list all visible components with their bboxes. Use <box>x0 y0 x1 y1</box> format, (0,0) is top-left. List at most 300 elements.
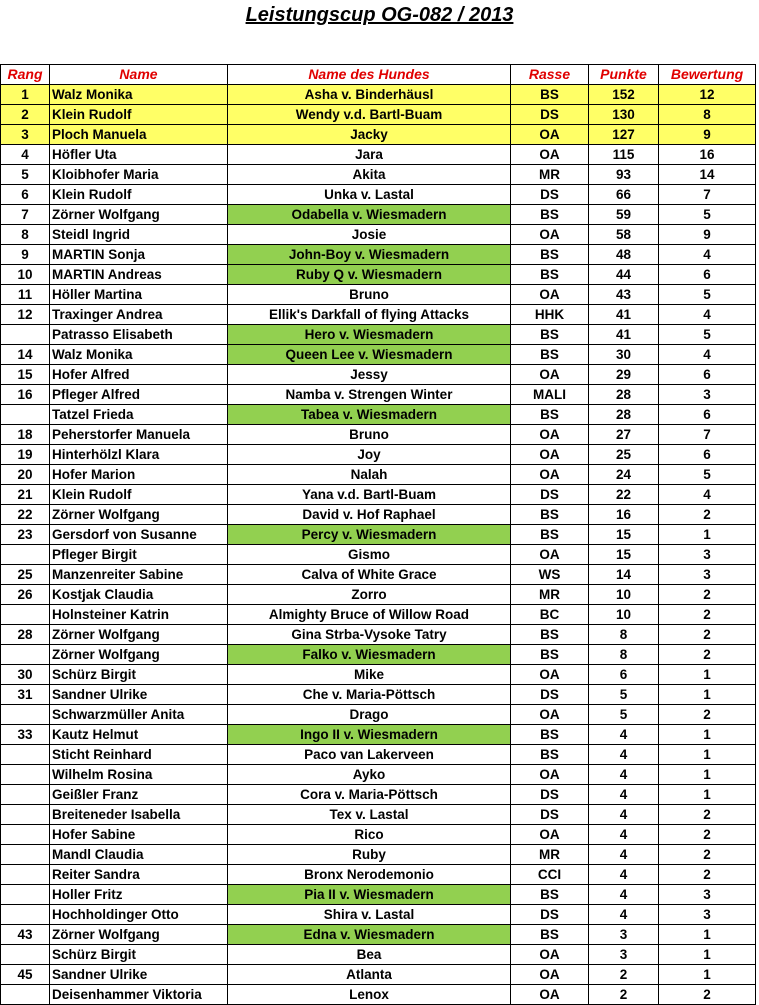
rating-cell: 4 <box>659 485 756 505</box>
breed-cell: OA <box>511 945 589 965</box>
breed-cell: DS <box>511 805 589 825</box>
rang-cell <box>1 865 50 885</box>
owner-name-cell: Reiter Sandra <box>50 865 228 885</box>
rating-cell: 9 <box>659 225 756 245</box>
table-row <box>1 645 756 665</box>
rating-cell: 7 <box>659 425 756 445</box>
table-row <box>1 985 756 1005</box>
breed-cell: DS <box>511 185 589 205</box>
owner-name-cell: Klein Rudolf <box>50 485 228 505</box>
dog-name-cell: Drago <box>228 705 511 725</box>
table-row <box>1 185 756 205</box>
breed-cell: MR <box>511 585 589 605</box>
points-cell: 93 <box>589 165 659 185</box>
rating-cell: 9 <box>659 125 756 145</box>
breed-cell: OA <box>511 285 589 305</box>
owner-name-cell: Hofer Marion <box>50 465 228 485</box>
table-row <box>1 525 756 545</box>
points-cell: 30 <box>589 345 659 365</box>
rating-cell: 1 <box>659 965 756 985</box>
points-cell: 4 <box>589 865 659 885</box>
owner-name-cell: Zörner Wolfgang <box>50 645 228 665</box>
points-cell: 22 <box>589 485 659 505</box>
dog-name-cell: Unka v. Lastal <box>228 185 511 205</box>
points-cell: 29 <box>589 365 659 385</box>
owner-name-cell: Schürz Birgit <box>50 665 228 685</box>
rang-cell: 14 <box>1 345 50 365</box>
rang-cell: 9 <box>1 245 50 265</box>
table-row <box>1 225 756 245</box>
rang-cell: 33 <box>1 725 50 745</box>
rang-cell: 8 <box>1 225 50 245</box>
breed-cell: BS <box>511 745 589 765</box>
table-row <box>1 465 756 485</box>
owner-name-cell: Mandl Claudia <box>50 845 228 865</box>
points-cell: 130 <box>589 105 659 125</box>
points-cell: 8 <box>589 625 659 645</box>
points-cell: 152 <box>589 85 659 105</box>
dog-name-cell: Ayko <box>228 765 511 785</box>
breed-cell: DS <box>511 905 589 925</box>
owner-name-cell: Geißler Franz <box>50 785 228 805</box>
rang-cell: 19 <box>1 445 50 465</box>
owner-name-cell: Steidl Ingrid <box>50 225 228 245</box>
dog-name-cell: Paco van Lakerveen <box>228 745 511 765</box>
header-name: Name <box>50 65 228 85</box>
owner-name-cell: Holler Fritz <box>50 885 228 905</box>
points-cell: 8 <box>589 645 659 665</box>
dog-name-cell: Wendy v.d. Bartl-Buam <box>228 105 511 125</box>
table-row <box>1 865 756 885</box>
breed-cell: CCI <box>511 865 589 885</box>
table-row <box>1 165 756 185</box>
rang-cell: 18 <box>1 425 50 445</box>
rating-cell: 8 <box>659 105 756 125</box>
points-cell: 59 <box>589 205 659 225</box>
table-row <box>1 545 756 565</box>
rating-cell: 2 <box>659 845 756 865</box>
breed-cell: OA <box>511 225 589 245</box>
points-cell: 16 <box>589 505 659 525</box>
rang-cell: 1 <box>1 85 50 105</box>
breed-cell: OA <box>511 545 589 565</box>
breed-cell: BS <box>511 325 589 345</box>
table-row <box>1 565 756 585</box>
rating-cell: 2 <box>659 645 756 665</box>
rang-cell: 28 <box>1 625 50 645</box>
owner-name-cell: Sandner Ulrike <box>50 965 228 985</box>
table-row <box>1 245 756 265</box>
dog-name-cell: Zorro <box>228 585 511 605</box>
owner-name-cell: Zörner Wolfgang <box>50 505 228 525</box>
breed-cell: BS <box>511 85 589 105</box>
table-row <box>1 745 756 765</box>
rating-cell: 1 <box>659 685 756 705</box>
owner-name-cell: Kostjak Claudia <box>50 585 228 605</box>
rang-cell: 15 <box>1 365 50 385</box>
page-title: Leistungscup OG-082 / 2013 <box>245 4 514 26</box>
breed-cell: BS <box>511 925 589 945</box>
breed-cell: OA <box>511 705 589 725</box>
breed-cell: MR <box>511 165 589 185</box>
breed-cell: OA <box>511 465 589 485</box>
points-cell: 115 <box>589 145 659 165</box>
rating-cell: 2 <box>659 825 756 845</box>
rang-cell <box>1 745 50 765</box>
dog-name-cell: Edna v. Wiesmadern <box>228 925 511 945</box>
rang-cell <box>1 885 50 905</box>
dog-name-cell: Odabella v. Wiesmadern <box>228 205 511 225</box>
table-row <box>1 945 756 965</box>
table-row <box>1 665 756 685</box>
table-row <box>1 905 756 925</box>
rating-cell: 16 <box>659 145 756 165</box>
points-cell: 6 <box>589 665 659 685</box>
owner-name-cell: Traxinger Andrea <box>50 305 228 325</box>
rang-cell: 4 <box>1 145 50 165</box>
table-row <box>1 805 756 825</box>
rang-cell <box>1 825 50 845</box>
rating-cell: 3 <box>659 905 756 925</box>
owner-name-cell: Zörner Wolfgang <box>50 205 228 225</box>
rating-cell: 14 <box>659 165 756 185</box>
table-row <box>1 785 756 805</box>
breed-cell: OA <box>511 825 589 845</box>
dog-name-cell: Gina Strba-Vysoke Tatry <box>228 625 511 645</box>
rating-cell: 2 <box>659 585 756 605</box>
breed-cell: OA <box>511 445 589 465</box>
rating-cell: 3 <box>659 385 756 405</box>
dog-name-cell: Bronx Nerodemonio <box>228 865 511 885</box>
dog-name-cell: Jessy <box>228 365 511 385</box>
table-row <box>1 125 756 145</box>
points-cell: 4 <box>589 885 659 905</box>
points-cell: 15 <box>589 545 659 565</box>
table-row <box>1 925 756 945</box>
breed-cell: DS <box>511 485 589 505</box>
rang-cell <box>1 645 50 665</box>
points-cell: 15 <box>589 525 659 545</box>
dog-name-cell: Bruno <box>228 425 511 445</box>
table-row <box>1 325 756 345</box>
rang-cell: 6 <box>1 185 50 205</box>
owner-name-cell: Ploch Manuela <box>50 125 228 145</box>
table-row <box>1 145 756 165</box>
rang-cell <box>1 905 50 925</box>
dog-name-cell: Mike <box>228 665 511 685</box>
breed-cell: OA <box>511 985 589 1005</box>
table-row <box>1 725 756 745</box>
rating-cell: 1 <box>659 925 756 945</box>
table-row <box>1 345 756 365</box>
table-row <box>1 705 756 725</box>
owner-name-cell: Hochholdinger Otto <box>50 905 228 925</box>
breed-cell: BS <box>511 645 589 665</box>
table-row <box>1 765 756 785</box>
owner-name-cell: MARTIN Andreas <box>50 265 228 285</box>
table-row <box>1 405 756 425</box>
rang-cell: 10 <box>1 265 50 285</box>
points-cell: 48 <box>589 245 659 265</box>
header-bewertung: Bewertung <box>659 65 756 85</box>
header-rasse: Rasse <box>511 65 589 85</box>
rang-cell <box>1 845 50 865</box>
rang-cell: 5 <box>1 165 50 185</box>
owner-name-cell: Breiteneder Isabella <box>50 805 228 825</box>
dog-name-cell: Pia II v. Wiesmadern <box>228 885 511 905</box>
rang-cell <box>1 985 50 1005</box>
rating-cell: 4 <box>659 345 756 365</box>
rang-cell: 43 <box>1 925 50 945</box>
table-row <box>1 265 756 285</box>
owner-name-cell: Patrasso Elisabeth <box>50 325 228 345</box>
points-cell: 2 <box>589 965 659 985</box>
dog-name-cell: Atlanta <box>228 965 511 985</box>
rating-cell: 7 <box>659 185 756 205</box>
rang-cell: 21 <box>1 485 50 505</box>
rating-cell: 5 <box>659 325 756 345</box>
dog-name-cell: Bruno <box>228 285 511 305</box>
dog-name-cell: Yana v.d. Bartl-Buam <box>228 485 511 505</box>
dog-name-cell: Calva of White Grace <box>228 565 511 585</box>
rating-cell: 6 <box>659 265 756 285</box>
owner-name-cell: Höller Martina <box>50 285 228 305</box>
points-cell: 14 <box>589 565 659 585</box>
owner-name-cell: Schürz Birgit <box>50 945 228 965</box>
breed-cell: BS <box>511 625 589 645</box>
owner-name-cell: Hinterhölzl Klara <box>50 445 228 465</box>
table-row <box>1 305 756 325</box>
points-cell: 66 <box>589 185 659 205</box>
points-cell: 10 <box>589 585 659 605</box>
rating-cell: 5 <box>659 285 756 305</box>
points-cell: 27 <box>589 425 659 445</box>
rating-cell: 1 <box>659 725 756 745</box>
owner-name-cell: Walz Monika <box>50 85 228 105</box>
dog-name-cell: Joy <box>228 445 511 465</box>
rating-cell: 2 <box>659 625 756 645</box>
dog-name-cell: Tex v. Lastal <box>228 805 511 825</box>
breed-cell: BS <box>511 265 589 285</box>
rating-cell: 5 <box>659 205 756 225</box>
owner-name-cell: Schwarzmüller Anita <box>50 705 228 725</box>
rang-cell <box>1 545 50 565</box>
owner-name-cell: Sticht Reinhard <box>50 745 228 765</box>
dog-name-cell: Bea <box>228 945 511 965</box>
results-table <box>0 64 756 1005</box>
breed-cell: BS <box>511 205 589 225</box>
breed-cell: BS <box>511 405 589 425</box>
owner-name-cell: Zörner Wolfgang <box>50 625 228 645</box>
breed-cell: HHK <box>511 305 589 325</box>
owner-name-cell: Gersdorf von Susanne <box>50 525 228 545</box>
owner-name-cell: Wilhelm Rosina <box>50 765 228 785</box>
table-row <box>1 385 756 405</box>
dog-name-cell: Ruby <box>228 845 511 865</box>
rating-cell: 1 <box>659 525 756 545</box>
breed-cell: MR <box>511 845 589 865</box>
owner-name-cell: Tatzel Frieda <box>50 405 228 425</box>
points-cell: 4 <box>589 745 659 765</box>
rating-cell: 6 <box>659 445 756 465</box>
points-cell: 41 <box>589 305 659 325</box>
points-cell: 4 <box>589 805 659 825</box>
points-cell: 4 <box>589 905 659 925</box>
points-cell: 3 <box>589 925 659 945</box>
table-row <box>1 825 756 845</box>
table-row <box>1 365 756 385</box>
breed-cell: OA <box>511 665 589 685</box>
owner-name-cell: Zörner Wolfgang <box>50 925 228 945</box>
table-row <box>1 485 756 505</box>
points-cell: 25 <box>589 445 659 465</box>
owner-name-cell: Höfler Uta <box>50 145 228 165</box>
rating-cell: 2 <box>659 505 756 525</box>
breed-cell: BS <box>511 245 589 265</box>
owner-name-cell: Klein Rudolf <box>50 105 228 125</box>
breed-cell: OA <box>511 365 589 385</box>
rang-cell: 12 <box>1 305 50 325</box>
owner-name-cell: Hofer Alfred <box>50 365 228 385</box>
rating-cell: 2 <box>659 805 756 825</box>
points-cell: 2 <box>589 985 659 1005</box>
owner-name-cell: Pfleger Alfred <box>50 385 228 405</box>
dog-name-cell: Percy v. Wiesmadern <box>228 525 511 545</box>
header-row <box>1 65 756 85</box>
owner-name-cell: Kautz Helmut <box>50 725 228 745</box>
dog-name-cell: Che v. Maria-Pöttsch <box>228 685 511 705</box>
dog-name-cell: Lenox <box>228 985 511 1005</box>
table-row <box>1 285 756 305</box>
owner-name-cell: Sandner Ulrike <box>50 685 228 705</box>
rating-cell: 3 <box>659 565 756 585</box>
rang-cell <box>1 605 50 625</box>
owner-name-cell: Kloibhofer Maria <box>50 165 228 185</box>
rating-cell: 2 <box>659 705 756 725</box>
dog-name-cell: Ellik's Darkfall of flying Attacks <box>228 305 511 325</box>
owner-name-cell: Manzenreiter Sabine <box>50 565 228 585</box>
table-row <box>1 845 756 865</box>
points-cell: 4 <box>589 765 659 785</box>
dog-name-cell: Gismo <box>228 545 511 565</box>
points-cell: 41 <box>589 325 659 345</box>
points-cell: 28 <box>589 405 659 425</box>
rang-cell: 22 <box>1 505 50 525</box>
rang-cell: 30 <box>1 665 50 685</box>
dog-name-cell: Cora v. Maria-Pöttsch <box>228 785 511 805</box>
dog-name-cell: Akita <box>228 165 511 185</box>
rating-cell: 4 <box>659 305 756 325</box>
rating-cell: 2 <box>659 865 756 885</box>
points-cell: 5 <box>589 705 659 725</box>
rang-cell <box>1 805 50 825</box>
points-cell: 44 <box>589 265 659 285</box>
table-row <box>1 685 756 705</box>
points-cell: 24 <box>589 465 659 485</box>
rating-cell: 1 <box>659 665 756 685</box>
breed-cell: WS <box>511 565 589 585</box>
table-row <box>1 85 756 105</box>
points-cell: 4 <box>589 825 659 845</box>
breed-cell: OA <box>511 965 589 985</box>
rating-cell: 2 <box>659 985 756 1005</box>
points-cell: 3 <box>589 945 659 965</box>
table-row <box>1 605 756 625</box>
owner-name-cell: Pfleger Birgit <box>50 545 228 565</box>
points-cell: 5 <box>589 685 659 705</box>
owner-name-cell: Peherstorfer Manuela <box>50 425 228 445</box>
dog-name-cell: Ruby Q v. Wiesmadern <box>228 265 511 285</box>
dog-name-cell: Tabea v. Wiesmadern <box>228 405 511 425</box>
table-row <box>1 445 756 465</box>
points-cell: 10 <box>589 605 659 625</box>
rang-cell <box>1 325 50 345</box>
table-row <box>1 205 756 225</box>
breed-cell: OA <box>511 145 589 165</box>
table-row <box>1 105 756 125</box>
breed-cell: DS <box>511 105 589 125</box>
table-row <box>1 885 756 905</box>
points-cell: 58 <box>589 225 659 245</box>
breed-cell: BS <box>511 505 589 525</box>
owner-name-cell: Klein Rudolf <box>50 185 228 205</box>
header-rang: Rang <box>1 65 50 85</box>
points-cell: 43 <box>589 285 659 305</box>
breed-cell: OA <box>511 125 589 145</box>
dog-name-cell: Queen Lee v. Wiesmadern <box>228 345 511 365</box>
table-row <box>1 505 756 525</box>
dog-name-cell: Ingo II v. Wiesmadern <box>228 725 511 745</box>
points-cell: 28 <box>589 385 659 405</box>
rang-cell: 45 <box>1 965 50 985</box>
rang-cell <box>1 785 50 805</box>
breed-cell: DS <box>511 785 589 805</box>
breed-cell: BS <box>511 885 589 905</box>
breed-cell: OA <box>511 425 589 445</box>
dog-name-cell: Nalah <box>228 465 511 485</box>
table-row <box>1 625 756 645</box>
rang-cell: 2 <box>1 105 50 125</box>
breed-cell: DS <box>511 685 589 705</box>
breed-cell: BC <box>511 605 589 625</box>
breed-cell: OA <box>511 765 589 785</box>
dog-name-cell: Namba v. Strengen Winter <box>228 385 511 405</box>
dog-name-cell: Rico <box>228 825 511 845</box>
rating-cell: 3 <box>659 545 756 565</box>
rating-cell: 1 <box>659 785 756 805</box>
rang-cell: 11 <box>1 285 50 305</box>
header-punkte: Punkte <box>589 65 659 85</box>
dog-name-cell: Asha v. Binderhäusl <box>228 85 511 105</box>
rang-cell: 23 <box>1 525 50 545</box>
dog-name-cell: Shira v. Lastal <box>228 905 511 925</box>
dog-name-cell: Almighty Bruce of Willow Road <box>228 605 511 625</box>
points-cell: 4 <box>589 725 659 745</box>
dog-name-cell: Jara <box>228 145 511 165</box>
table-row <box>1 585 756 605</box>
rating-cell: 4 <box>659 245 756 265</box>
rating-cell: 1 <box>659 765 756 785</box>
table-row <box>1 965 756 985</box>
rang-cell: 26 <box>1 585 50 605</box>
rating-cell: 12 <box>659 85 756 105</box>
rating-cell: 2 <box>659 605 756 625</box>
points-cell: 127 <box>589 125 659 145</box>
rang-cell: 20 <box>1 465 50 485</box>
rang-cell <box>1 945 50 965</box>
rating-cell: 3 <box>659 885 756 905</box>
dog-name-cell: Jacky <box>228 125 511 145</box>
